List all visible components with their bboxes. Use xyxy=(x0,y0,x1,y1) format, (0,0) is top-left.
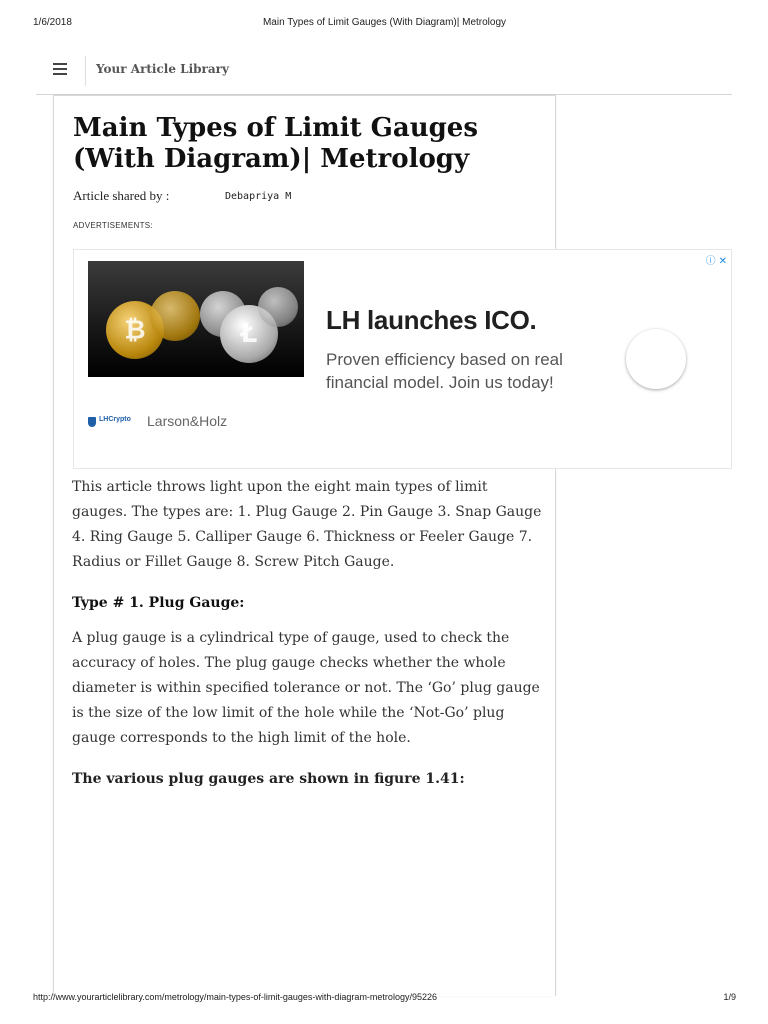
section-body-plug-gauge: A plug gauge is a cylindrical type of gauge, used to check the accuracy of holes. The plug gauge checks whether the whole diameter is within specified tolerance or not. The ‘Go’ plug gauge is the size of the low limit of the hole while the ‘Not-Go’ plug gauge corresponds to the high limit of the hole. xyxy=(72,630,540,746)
print-date: 1/6/2018 xyxy=(33,17,72,28)
litecoin-coin-icon: Ł xyxy=(220,305,278,363)
page-number: 1/9 xyxy=(723,992,736,1002)
ad-cta-button[interactable] xyxy=(626,329,686,389)
site-name-link[interactable]: Your Article Library xyxy=(96,62,229,76)
ad-info-icon[interactable]: ⓘ xyxy=(705,256,716,267)
print-footer xyxy=(33,992,736,1006)
gold-coin-icon xyxy=(150,291,200,341)
ad-advertiser[interactable]: Larson&Holz xyxy=(147,413,228,429)
print-header xyxy=(33,17,736,31)
ad-choices[interactable] xyxy=(703,252,727,267)
ad-body[interactable]: Proven efficiency based on real financial model. Join us today! xyxy=(326,350,563,392)
site-topbar xyxy=(36,56,732,95)
section-heading-plug-gauge: Type # 1. Plug Gauge: xyxy=(72,595,245,611)
article-intro: This article throws light upon the eight main types of limit gauges. The types are: 1. Plug Gauge 2. Pin Gauge 3. Snap Gauge 4. Ring Gauge 5. Calliper Gauge 6. Thickness or Feeler Gauge 7. Radius or Fillet Gauge 8. Screw Pitch Gauge. xyxy=(72,479,542,570)
byline-label: Article shared by : xyxy=(73,188,170,203)
bitcoin-coin-icon: ₿ xyxy=(106,301,164,359)
ad-coins-image[interactable] xyxy=(88,261,304,377)
silver-coin-back-icon xyxy=(258,287,298,327)
hamburger-icon[interactable] xyxy=(53,63,67,75)
ad-headline[interactable]: LH launches ICO. xyxy=(326,305,537,335)
print-title: Main Types of Limit Gauges (With Diagram)| Metrology xyxy=(262,17,507,28)
topbar-divider xyxy=(85,56,86,86)
ad-close-icon[interactable]: ✕ xyxy=(718,256,727,267)
article-title: Main Types of Limit Gauges (With Diagram)| Metrology xyxy=(73,113,478,174)
advertisements-label: ADVERTISEMENTS: xyxy=(73,221,153,230)
ad-logo[interactable] xyxy=(88,416,134,428)
advertisement-banner[interactable] xyxy=(73,249,732,469)
shield-icon xyxy=(88,417,96,427)
print-url: http://www.yourarticlelibrary.com/metrology/main-types-of-limit-gauges-with-diagram-metrology/95226 xyxy=(33,992,437,1002)
figure-caption: The various plug gauges are shown in figure 1.41: xyxy=(72,771,465,787)
ad-logo-text: LHCrypto xyxy=(99,416,131,423)
byline-author: Debapriya M xyxy=(225,191,292,202)
